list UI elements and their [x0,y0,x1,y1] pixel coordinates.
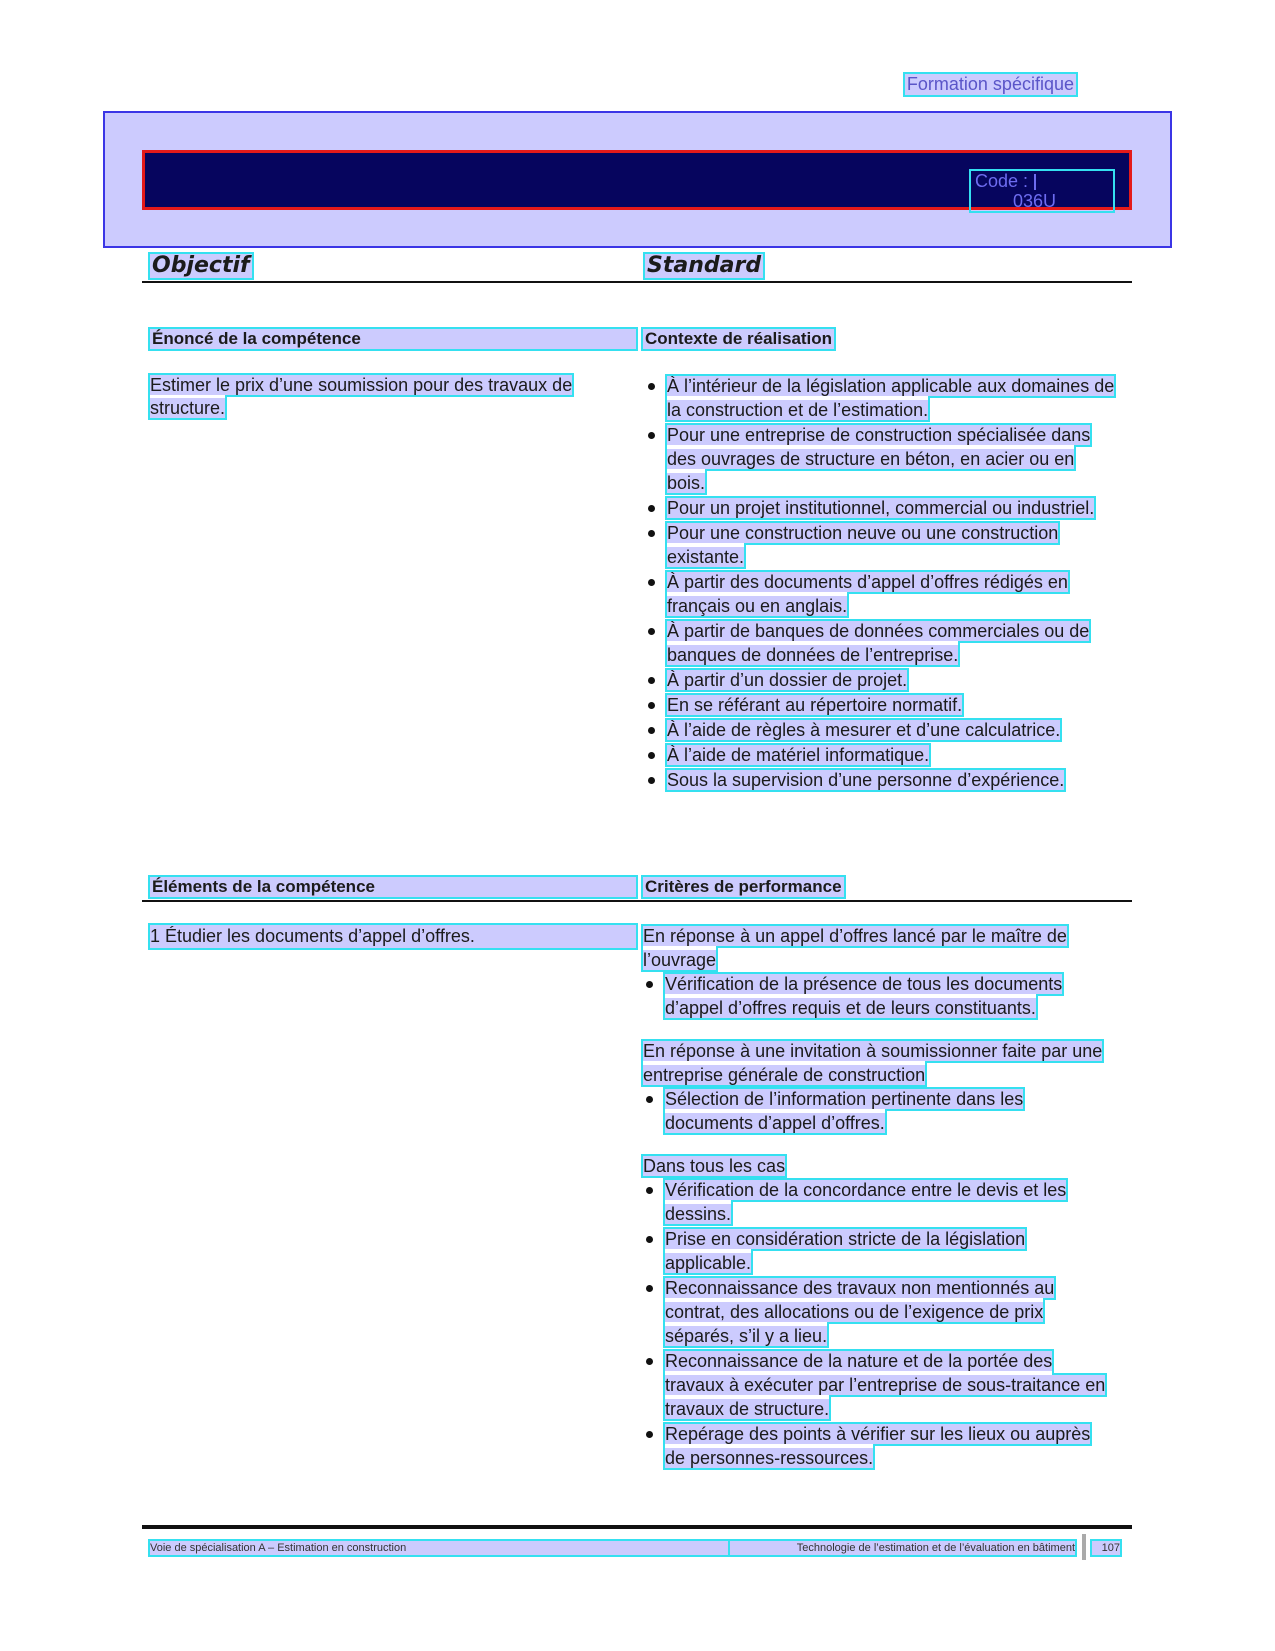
context-item: En se référant au répertoire normatif. [645,693,1115,717]
context-item: Pour une construction neuve ou une construction existante. [645,521,1115,569]
footer-left: Voie de spécialisation A – Estimation en construction [150,1541,730,1555]
criteria-item: Reconnaissance de la nature et de la portée des travaux à exécuter par l’entreprise de sous-traitance en travaux de structure. [643,1349,1113,1421]
competence-heading: Énoncé de la compétence [150,329,636,349]
context-item: À l’aide de matériel informatique. [645,743,1115,767]
bullet-icon [646,1285,653,1292]
criteria-item: Reconnaissance des travaux non mentionnés au contrat, des allocations ou de l’exigence de prix séparés, s’il y a lieu. [643,1276,1113,1348]
objective-title: Objectif [152,253,250,278]
context-bullets [645,374,1115,792]
page-number: 107 [1092,1541,1120,1555]
criteria-item: Sélection de l’information pertinente dans les documents d’appel d’offres. [643,1087,1113,1135]
elements-heading: Éléments de la compétence [150,877,636,897]
code-label: Code : [975,171,1029,191]
context-item: À partir des documents d’appel d’offres rédigés en français ou en anglais. [645,570,1115,618]
bullet-icon [648,752,655,759]
bullet-icon [648,579,655,586]
context-list [645,374,1115,793]
bullet-icon [646,981,653,988]
bullet-icon [646,1431,653,1438]
context-item: À l’intérieur de la législation applicable aux domaines de la construction et de l’estimation. [645,374,1115,422]
footer-rule [142,1525,1132,1529]
context-item: Pour une entreprise de construction spécialisée dans des ouvrages de structure en béton, en acier ou en bois. [645,423,1115,495]
top-label: Formation spécifique [906,74,1074,94]
criteria-intro-3: Dans tous les cas [643,1156,786,1176]
standard-title: Standard [647,253,762,278]
title-rule [142,281,1132,283]
criteria-heading: Critères de performance [645,877,842,896]
criteria-bullets-1 [643,972,1113,1020]
code-value: 036U [1013,191,1057,211]
bullet-icon [648,432,655,439]
bullet-icon [648,727,655,734]
bullet-icon [648,677,655,684]
element-1: 1 Étudier les documents d’appel d’offres. [150,925,636,948]
context-item: Pour un projet institutionnel, commercial ou industriel. [645,496,1115,520]
context-heading: Contexte de réalisation [645,329,833,348]
elements-rule [142,900,1132,902]
competence-statement-text: Estimer le prix d’une soumission pour des travaux de structure. [150,375,573,418]
criteria-bullets-2 [643,1087,1113,1135]
bullet-icon [648,505,655,512]
criteria-item: Vérification de la concordance entre le devis et les dessins. [643,1178,1113,1226]
context-item: Sous la supervision d’une personne d’expérience. [645,768,1115,792]
bullet-icon [646,1358,653,1365]
criteria-intro-2: En réponse à une invitation à soumissionner faite par une entreprise générale de construction [643,1041,1103,1085]
code-separator [1034,174,1036,190]
criteria-bullets-3 [643,1178,1113,1470]
code-box [969,169,1115,213]
criteria-intro-1: En réponse à un appel d’offres lancé par le maître de l’ouvrage [643,926,1067,970]
criteria-item: Vérification de la présence de tous les documents d’appel d’offres requis et de leurs constituants. [643,972,1113,1020]
bullet-icon [648,702,655,709]
context-item: À partir de banques de données commerciales ou de banques de données de l’entreprise. [645,619,1115,667]
footer-separator [1082,1534,1086,1560]
bullet-icon [648,530,655,537]
footer-right: Technologie de l’estimation et de l’évaluation en bâtiment [730,1541,1075,1555]
bullet-icon [646,1187,653,1194]
bullet-icon [646,1236,653,1243]
context-item: À partir d’un dossier de projet. [645,668,1115,692]
competence-statement [150,374,620,420]
criteria-item: Repérage des points à vérifier sur les lieux ou auprès de personnes-ressources. [643,1422,1113,1470]
criteria-list [643,924,1113,1471]
context-item: À l’aide de règles à mesurer et d’une calculatrice. [645,718,1115,742]
bullet-icon [646,1096,653,1103]
bullet-icon [648,383,655,390]
criteria-item: Prise en considération stricte de la législation applicable. [643,1227,1113,1275]
bullet-icon [648,777,655,784]
bullet-icon [648,628,655,635]
header-bar [142,150,1132,210]
